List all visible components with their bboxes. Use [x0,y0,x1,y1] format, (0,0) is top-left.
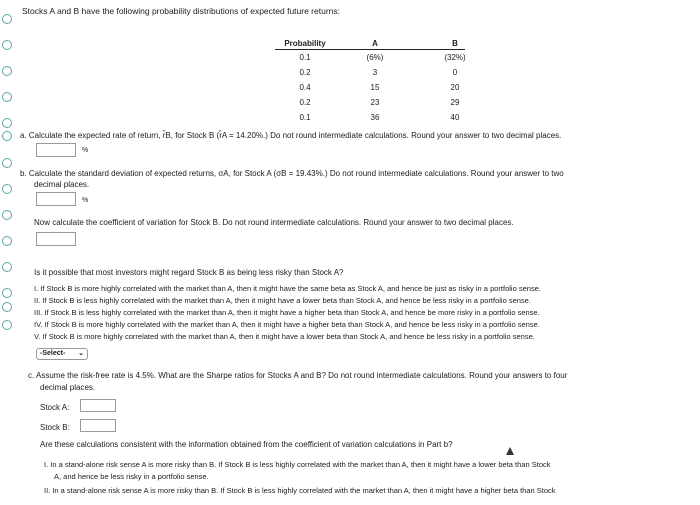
risk-answer-select[interactable] [36,348,88,360]
mouse-cursor-icon [506,447,514,455]
nav-radio[interactable] [2,14,12,24]
sharpe-a-input[interactable] [80,399,116,412]
table-cell: 23 [370,98,380,107]
table-header: B [452,38,458,48]
table-cell: 0.1 [299,53,311,62]
part-b-question: b. Calculate the standard deviation of expected returns, σA, for Stock A (σB = 19.43%.) Do not round intermediate calculations. Round your answer to two [20,169,564,178]
chevron-down-icon: ⌄ [78,350,84,357]
nav-radio[interactable] [2,302,12,312]
table-cell: 40 [450,113,460,122]
cv-b-input[interactable] [36,232,76,246]
percent-unit: % [82,197,89,204]
table-header: Probability [284,38,326,48]
table-cell: 0.1 [299,113,311,122]
nav-radio[interactable] [2,92,12,102]
stock-a-label: Stock A: [40,403,70,412]
risk-option: V. If Stock B is more highly correlated with the market than A, then it might have a lower beta than Stock A, and hence be less risky in a portfolio sense. [34,332,535,341]
consistency-option-cont: A, and hence be less risky in a portfolio sense. [54,472,209,481]
consistency-question: Are these calculations consistent with the information obtained from the coefficient of variation calculations in Part b? [40,440,453,449]
nav-radio[interactable] [2,118,12,128]
part-c-question: c. Assume the risk-free rate is 4.5%. What are the Sharpe ratios for Stocks A and B? Do not round intermediate calculations. Round your answers to four [28,371,568,380]
table-cell: 20 [450,83,460,92]
table-cell: 15 [370,83,380,92]
table-cell: 36 [370,113,380,122]
part-b-question-cont: decimal places. [34,180,90,189]
table-cell: (32%) [444,53,466,62]
table-cell: 3 [372,68,378,77]
table-header: A [372,38,378,48]
table-cell: (6%) [366,53,384,62]
nav-radio[interactable] [2,158,12,168]
question-title: Stocks A and B have the following probability distributions of expected future returns: [22,6,340,16]
nav-radio[interactable] [2,288,12,298]
risk-option: IV. If Stock B is more highly correlated with the market than A, then it might have a higher beta than Stock A, and hence be less risky in a portfolio sense. [34,320,540,329]
risk-question: Is it possible that most investors might regard Stock B as being less risky than Stock A? [34,268,344,277]
risk-option: I. If Stock B is more highly correlated with the market than A, then it might have the same beta as Stock A, and hence be just as risky in a portfolio sense. [34,284,541,293]
stock-b-label: Stock B: [40,423,70,432]
table-cell: 0.2 [299,68,311,77]
risk-option: II. If Stock B is less highly correlated with the market than A, then it might have a lower beta than Stock A, and hence be less risky in a portfolio sense. [34,296,531,305]
nav-radio[interactable] [2,131,12,141]
table-row [275,95,495,110]
sharpe-b-input[interactable] [80,419,116,432]
nav-radio[interactable] [2,210,12,220]
table-row [275,110,495,125]
nav-radio[interactable] [2,40,12,50]
table-row [275,65,495,80]
table-row [275,80,495,95]
nav-radio[interactable] [2,262,12,272]
consistency-option: II. In a stand-alone risk sense A is more risky than B. If Stock B is less highly correlated with the market than A, then it might have a higher beta than Stock [44,486,556,495]
part-a-question: a. Calculate the expected rate of return, r̂B, for Stock B (r̂A = 14.20%.) Do not round intermediate calculations. Round your answer to two decimal places. [20,131,562,140]
question-nav-gutter [0,0,18,505]
table-cell: 29 [450,98,460,107]
table-cell: 0 [452,68,458,77]
std-dev-a-input[interactable] [36,192,76,206]
nav-radio[interactable] [2,236,12,246]
table-cell: 0.4 [299,83,311,92]
risk-option: III. If Stock B is less highly correlated with the market than A, then it might have a higher beta than Stock A, and hence be more risky in a portfolio sense. [34,308,540,317]
part-c-question-cont: decimal places. [40,383,96,392]
percent-unit: % [82,147,89,154]
table-cell: 0.2 [299,98,311,107]
select-value: -Select- [40,350,66,357]
table-header-divider [275,49,465,50]
nav-radio[interactable] [2,320,12,330]
nav-radio[interactable] [2,184,12,194]
consistency-option: I. In a stand-alone risk sense A is more risky than B. If Stock B is less highly correlated with the market than A, then it might have a lower beta than Stock [44,460,551,469]
nav-radio[interactable] [2,66,12,76]
table-row [275,50,495,65]
cv-question: Now calculate the coefficient of variation for Stock B. Do not round intermediate calculations. Round your answer to two decimal places. [34,218,514,227]
expected-return-b-input[interactable] [36,143,76,157]
